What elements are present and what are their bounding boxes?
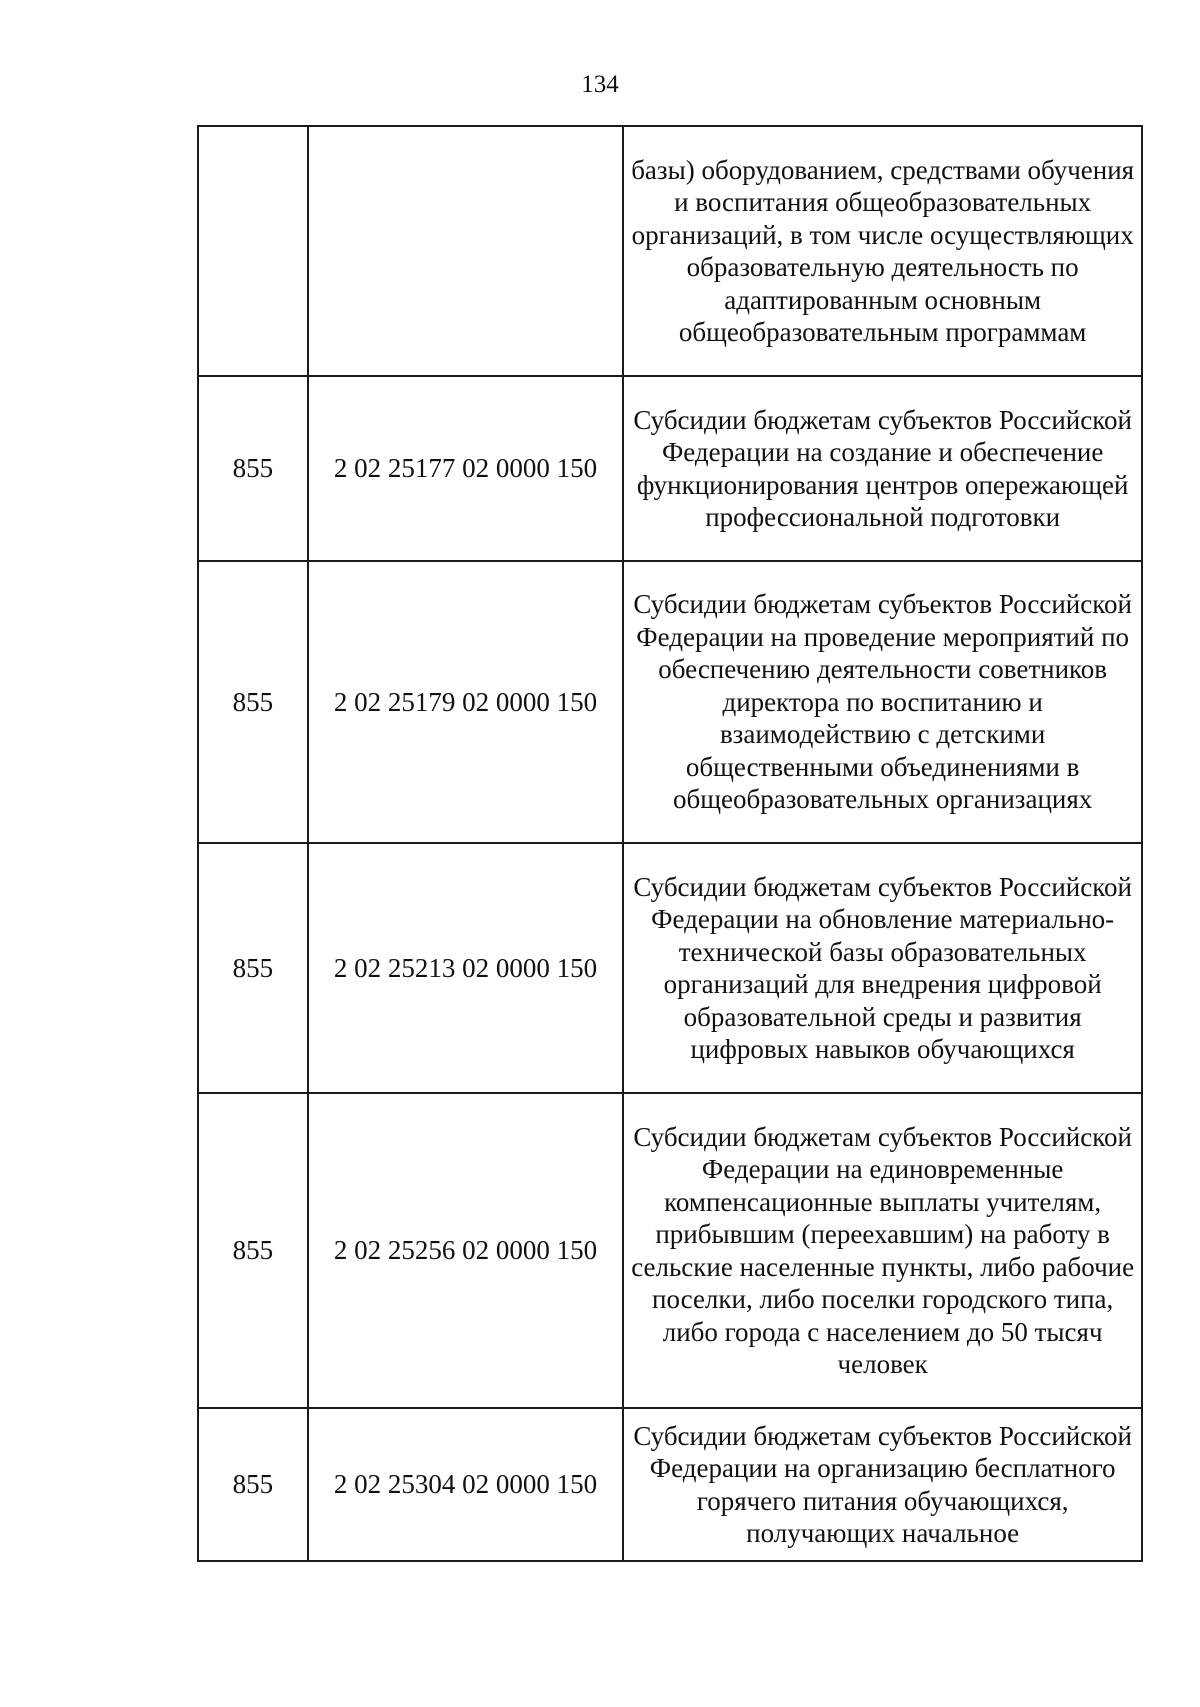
description-cell: Субсидии бюджетам субъектов Российской Федерации на единовременные компенсационные выплаты учителям, прибывшим (переехавшим) на работу в сельские населенные пункты, либо рабочие поселки, либо поселки городского типа, либо города с населением до 50 тысяч человек [623,1093,1142,1408]
budget-code-cell: 2 02 25177 02 0000 150 [308,376,624,561]
admin-code-cell: 855 [198,1408,308,1561]
description-cell: Субсидии бюджетам субъектов Российской Федерации на организацию бесплатного горячего питания обучающихся, получающих начальное [623,1408,1142,1561]
table-row [198,843,1142,1093]
admin-code-cell: 855 [198,376,308,561]
table-row [198,561,1142,843]
budget-code-cell [308,126,624,376]
description-cell: Субсидии бюджетам субъектов Российской Федерации на обновление материально-технической базы образовательных организаций для внедрения цифровой образовательной среды и развития цифровых навыков обучающихся [623,843,1142,1093]
budget-code-cell: 2 02 25304 02 0000 150 [308,1408,624,1561]
budget-code-cell: 2 02 25256 02 0000 150 [308,1093,624,1408]
table-row [198,126,1142,376]
budget-classification-table [197,125,1143,1562]
admin-code-cell: 855 [198,561,308,843]
table-row [198,1408,1142,1561]
description-cell: Субсидии бюджетам субъектов Российской Федерации на проведение мероприятий по обеспечению деятельности советников директора по воспитанию и взаимодействию с детскими общественными объединениями в общеобразовательных организациях [623,561,1142,843]
budget-code-cell: 2 02 25179 02 0000 150 [308,561,624,843]
admin-code-cell [198,126,308,376]
budget-code-cell: 2 02 25213 02 0000 150 [308,843,624,1093]
admin-code-cell: 855 [198,1093,308,1408]
description-cell: базы) оборудованием, средствами обучения и воспитания общеобразовательных организаций, в том числе осуществляющих образовательную деятельность по адаптированным основным общеобразовательным программам [623,126,1142,376]
description-cell: Субсидии бюджетам субъектов Российской Федерации на создание и обеспечение функционирования центров опережающей профессиональной подготовки [623,376,1142,561]
table-row [198,1093,1142,1408]
admin-code-cell: 855 [198,843,308,1093]
page-number: 134 [581,71,619,98]
table-row [198,376,1142,561]
